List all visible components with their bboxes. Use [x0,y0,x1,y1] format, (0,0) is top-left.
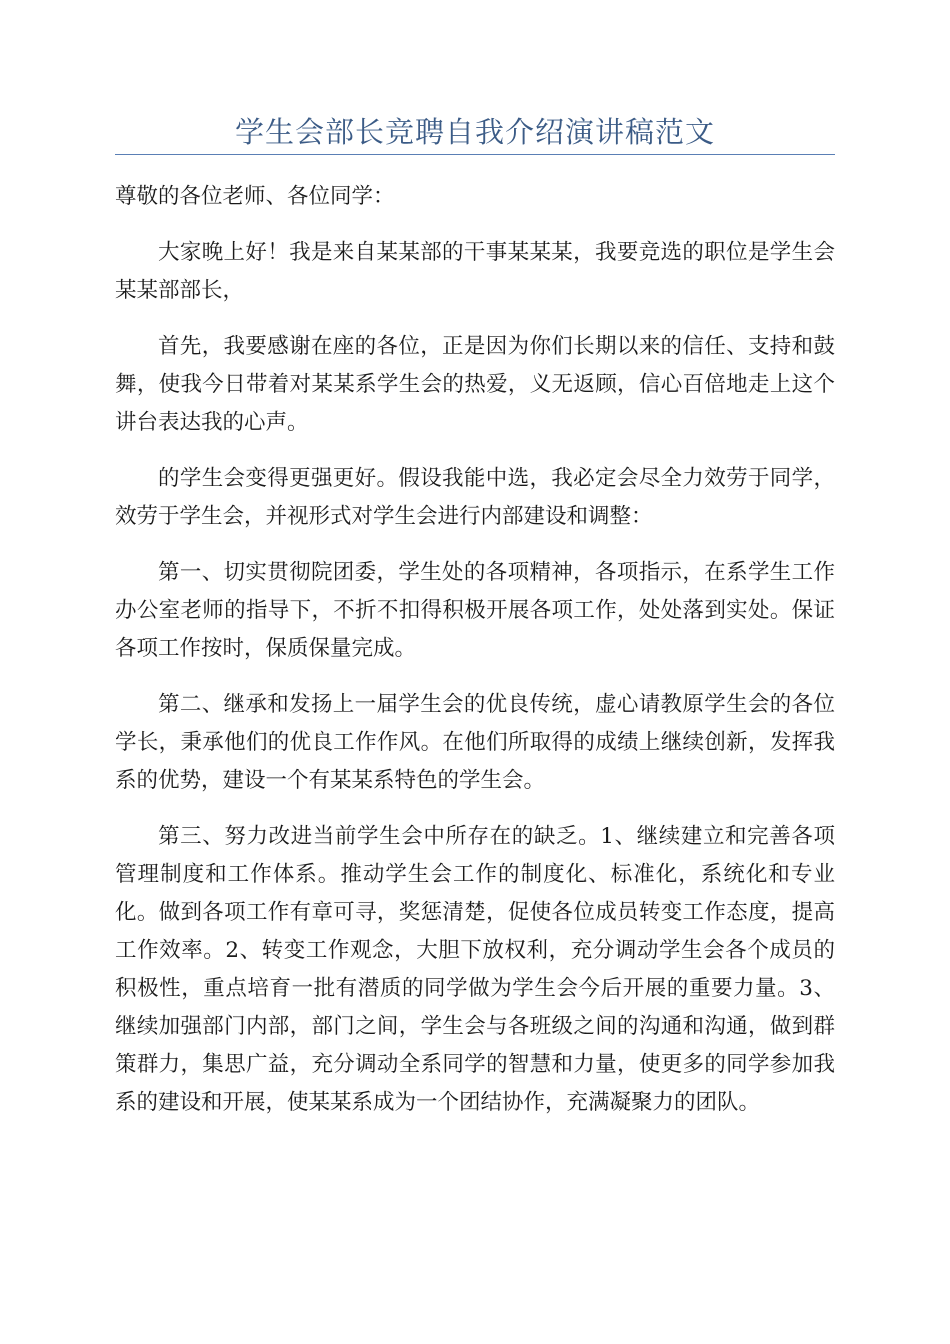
paragraph-pledge: 的学生会变得更强更好。假设我能中选，我必定会尽全力效劳于同学，效劳于学生会，并视形式对学生会进行内部建设和调整： [115,466,835,529]
title-underline [115,154,835,155]
paragraph-point-one: 第一、切实贯彻院团委，学生处的各项精神，各项指示，在系学生工作办公室老师的指导下，不折不扣得积极开展各项工作，处处落到实处。保证各项工作按时，保质保量完成。 [115,560,835,661]
paragraph-point-two: 第二、继承和发扬上一届学生会的优良传统，虚心请教原学生会的各位学长，秉承他们的优良工作作风。在他们所取得的成绩上继续创新，发挥我系的优势，建设一个有某某系特色的学生会。 [115,692,835,793]
document-body [115,178,835,1140]
paragraph-greeting: 大家晚上好！我是来自某某部的干事某某某，我要竞选的职位是学生会某某部部长， [115,240,835,303]
salutation: 尊敬的各位老师、各位同学： [115,184,395,209]
document-title: 学生会部长竞聘自我介绍演讲稿范文 [234,115,715,149]
paragraph-thanks: 首先，我要感谢在座的各位，正是因为你们长期以来的信任、支持和鼓舞，使我今日带着对某某系学生会的热爱，义无返顾，信心百倍地走上这个讲台表达我的心声。 [115,334,835,435]
paragraph-point-three: 第三、努力改进当前学生会中所存在的缺乏。1、继续建立和完善各项管理制度和工作体系。推动学生会工作的制度化、标准化，系统化和专业化。做到各项工作有章可寻，奖惩清楚，促使各位成员转变工作态度，提高工作效率。2、转变工作观念，大胆下放权利，充分调动学生会各个成员的积极性，重点培育一批有潜质的同学做为学生会今后开展的重要力量。3、继续加强部门内部，部门之间，学生会与各班级之间的沟通和沟通，做到群策群力，集思广益，充分调动全系同学的智慧和力量，使更多的同学参加我系的建设和开展，使某某系成为一个团结协作，充满凝聚力的团队。 [115,824,835,1115]
